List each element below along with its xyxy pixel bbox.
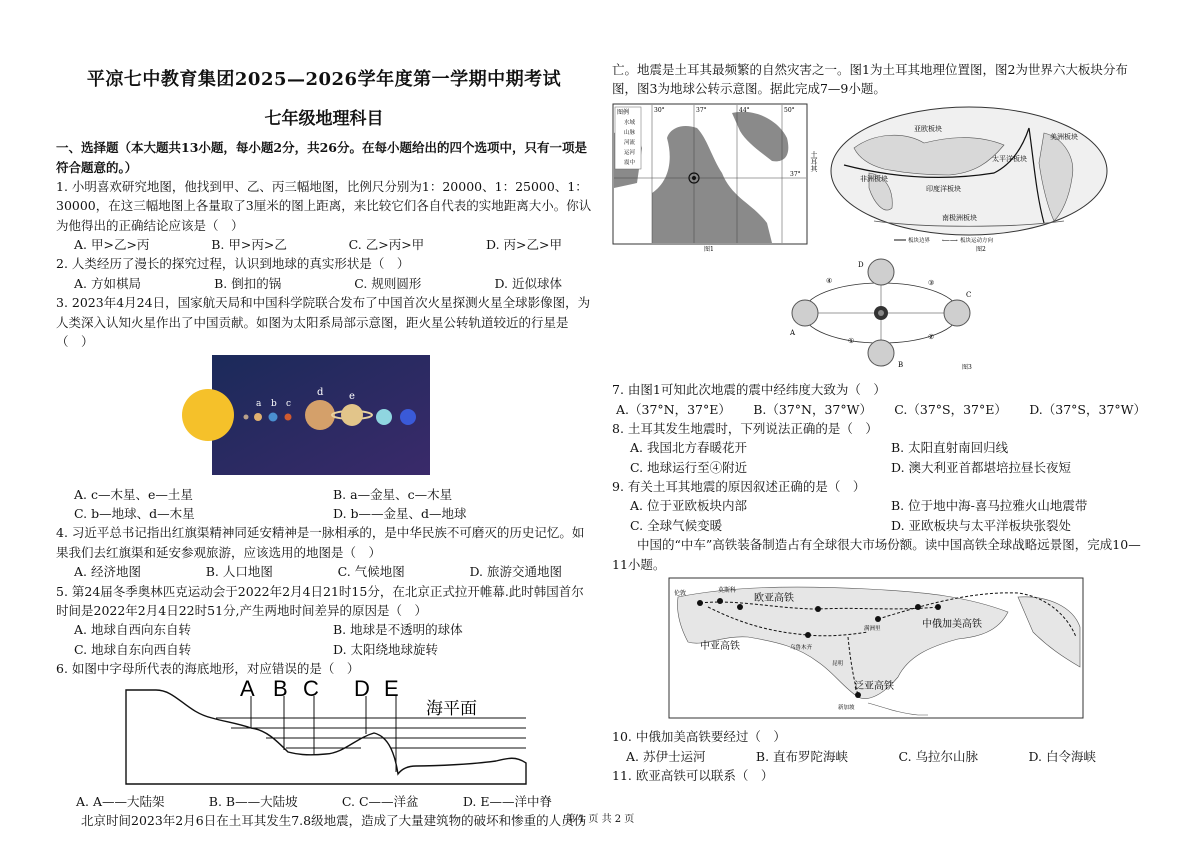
label-b: B <box>898 360 904 369</box>
q10-stem: 10. 中俄加美高铁要经过（ ） <box>612 729 786 745</box>
mercury-icon <box>244 415 249 420</box>
q2-option-d: D. 近似球体 <box>494 275 562 291</box>
legend-mountain: 山脉 <box>624 129 636 136</box>
q3-stem: 3. 2023年4月24日，国家航天局和中国科学院联合发布了中国首次火星探测火星全球影像图，为人类深入认知火星作出了中国贡献。如图为太阳系局部示意图，距火星公转轨道较近的行星是（ ） <box>56 295 591 349</box>
label-london: 伦敦 <box>674 589 687 597</box>
letter-e: E <box>384 676 399 702</box>
q4-option-c: C. 气候地图 <box>337 564 405 580</box>
seafloor-figure <box>56 678 592 791</box>
label-d: D <box>858 260 864 269</box>
plate-antarctic: 南极洲板块 <box>942 214 977 222</box>
q5-option-a: A. 地球自西向东自转 <box>74 622 191 638</box>
planet-d-icon <box>305 400 335 430</box>
q10-option-a: A. 苏伊士运河 <box>626 748 706 764</box>
plate-african: 非洲板块 <box>860 175 888 183</box>
q3-option-c: C. b—地球、d—木星 <box>74 506 195 522</box>
q3-option-d: D. b——金星、d—地球 <box>333 506 467 522</box>
letter-a: A <box>240 676 255 702</box>
q5-stem: 5. 第24届冬季奥林匹克运动会于2022年2月4日21时15分，在北京正式拉开帷幕.此时韩国首尔时间是2022年2月4日22时51分,产生两地时间差异的原因是（ ） <box>56 583 584 618</box>
passage1-continued: 亡。地震是土耳其最频繁的自然灾害之一。图1为土耳其地理位置图，图2为世界六大板块分布图，图3为地球公转示意图。据此完成7—9小题。 <box>612 62 1128 97</box>
plate-pacific: 太平洋板块 <box>992 155 1027 163</box>
sun-core <box>878 310 884 316</box>
label-manzhouli: 满洲里 <box>864 625 881 632</box>
lon-50: 50° <box>784 106 795 114</box>
q6-option-a: A. A——大陆架 <box>76 793 165 809</box>
q11-stem: 11. 欧亚高铁可以联系（ ） <box>612 768 774 783</box>
passage2: 中国的“中车”高铁装备制造占有全球很大市场份额。读中国高铁全球战略远景图，完成10—11小题。 <box>612 537 1141 572</box>
plate-eurasian: 亚欧板块 <box>914 125 942 133</box>
label-2: ② <box>928 332 935 341</box>
legend-title: 图例 <box>617 108 630 116</box>
label-urumqi: 乌鲁木齐 <box>790 644 813 651</box>
q4-option-d: D. 旅游交通地图 <box>469 564 562 580</box>
planet-e-icon <box>341 404 363 426</box>
label-1: ① <box>848 336 855 345</box>
q6-option-b: B. B——大陆坡 <box>208 793 298 809</box>
q10-option-d: D. 白令海峡 <box>1028 748 1096 764</box>
seafloor-diagram <box>116 678 536 786</box>
label-singapore: 新加坡 <box>838 704 855 711</box>
orbit-figure <box>612 255 1152 378</box>
fig1-caption: 图1 <box>704 245 714 253</box>
q10-option-b: B. 直布罗陀海峡 <box>755 748 849 764</box>
planet-b-icon <box>269 413 278 422</box>
earth-a-icon <box>792 300 818 326</box>
q5-option-c: C. 地球自东向西自转 <box>74 641 192 657</box>
q5-options <box>56 620 592 659</box>
q7-option-b: B.（37°N，37°W） <box>753 401 872 417</box>
epicenter-dot <box>692 176 696 180</box>
label-a: A <box>790 328 796 337</box>
legend-canal: 运河 <box>624 149 636 156</box>
label-china-russia-us-rail: 中俄加美高铁 <box>922 618 982 630</box>
solar-system-image <box>212 355 430 475</box>
q9-stem: 9. 有关土耳其地震的原因叙述正确的是（ ） <box>612 479 866 494</box>
fig3-caption: 图3 <box>962 363 972 371</box>
q10-options <box>612 747 1152 766</box>
earth-orbit-diagram <box>786 255 976 373</box>
planet-a-icon <box>254 413 262 421</box>
q9-options <box>612 496 1152 535</box>
turkey-side-label: 土耳其 <box>810 150 818 172</box>
q1-options <box>56 235 592 254</box>
label-central-asia-rail: 中亚高铁 <box>700 640 740 652</box>
legend-direction-arrow: ⟵⟶ <box>942 237 958 244</box>
sun-icon <box>182 389 234 441</box>
q4-option-a: A. 经济地图 <box>74 564 141 580</box>
q5-option-d: D. 太阳绕地球旋转 <box>333 641 439 657</box>
railway-map-figure <box>612 577 1152 724</box>
q3-option-b: B. a—金星、c—木星 <box>333 486 453 502</box>
q2-options <box>56 274 592 293</box>
right-column <box>612 0 1152 785</box>
station-urumqi <box>805 632 811 638</box>
station-5 <box>935 604 941 610</box>
q3-option-a: A. c—木星、e—土星 <box>74 486 193 502</box>
label-4: ④ <box>826 276 833 285</box>
fig-label-a: a <box>256 399 262 410</box>
q2-option-c: C. 规则圆形 <box>354 275 422 291</box>
planet-c-icon <box>285 414 292 421</box>
q1-option-c: C. 乙>丙>甲 <box>348 237 425 253</box>
railway-map <box>668 577 1084 719</box>
q9-option-c: C. 全球气候变暖 <box>630 517 723 533</box>
legend-epicenter: 震中 <box>624 159 636 166</box>
q9-option-b: B. 位于地中海-喜马拉雅火山地震带 <box>891 498 1088 514</box>
q8-option-c: C. 地球运行至④附近 <box>630 459 748 475</box>
label-3: ③ <box>928 278 935 287</box>
legend-direction: 板块运动方向 <box>960 237 994 244</box>
legend-boundary: 板块边界 <box>908 237 931 244</box>
q1-option-d: D. 丙>乙>甲 <box>486 237 562 253</box>
label-pan-asia-rail: 泛亚高铁 <box>854 680 894 692</box>
q8-option-a: A. 我国北方春暖花开 <box>630 440 747 456</box>
q2-option-b: B. 倒扣的锅 <box>214 275 282 291</box>
station-3 <box>815 606 821 612</box>
q4-option-b: B. 人口地图 <box>205 564 273 580</box>
q4-options <box>56 562 592 581</box>
q5-option-b: B. 地球是不透明的球体 <box>333 622 463 638</box>
earth-c-icon <box>944 300 970 326</box>
fig2-caption: 图2 <box>976 245 986 253</box>
q6-stem: 6. 如图中字母所代表的海底地形，对应错误的是（ ） <box>56 661 360 677</box>
plate-indian: 印度洋板块 <box>926 185 961 193</box>
solar-system-figure <box>56 355 592 480</box>
legend-water: 水域 <box>624 119 636 126</box>
sea-level-label: 海平面 <box>426 699 477 720</box>
q2-stem: 2. 人类经历了漫长的探究过程，认识到地球的真实形状是（ ） <box>56 256 410 272</box>
q7-stem: 7. 由图1可知此次地震的震中经纬度大致为（ ） <box>612 382 886 398</box>
plate-american: 美洲板块 <box>1050 133 1078 141</box>
q7-option-d: D.（37°S，37°W） <box>1029 401 1146 417</box>
q6-option-c: C. C——洋盆 <box>341 793 419 809</box>
figures-row <box>612 103 1152 253</box>
label-moscow: 莫斯科 <box>718 586 737 594</box>
q2-option-a: A. 方如棋局 <box>74 275 141 291</box>
q1-stem: 1. 小明喜欢研究地图，他找到甲、乙、丙三幅地图，比例尺分别为1：20000、1：25000、1：30000，在这三幅地图上各量取了3厘米的图上距离，来比较它们各自代表的实地距离大小。你认为他得出的正确结论应该是（ ） <box>56 178 592 233</box>
q7-option-c: C.（37°S，37°E） <box>894 401 1007 417</box>
q8-options <box>612 438 1152 477</box>
station-singapore <box>855 692 861 698</box>
station-london <box>697 600 703 606</box>
page-footer: 第 1 页 共 2 页 <box>565 814 635 825</box>
q9-option-a: A. 位于亚欧板块内部 <box>630 498 747 514</box>
exam-subtitle: 七年级地理科目 <box>264 108 384 129</box>
lon-30: 30° <box>654 106 665 114</box>
lon-44: 44° <box>739 106 750 114</box>
fig-label-c: c <box>286 399 292 410</box>
label-eurasia-rail: 欧亚高铁 <box>754 592 794 604</box>
uranus-icon <box>376 409 392 425</box>
turkey-location-map <box>612 103 808 253</box>
station-moscow <box>717 598 723 604</box>
q7-option-a: A.（37°N，37°E） <box>616 401 731 417</box>
lon-37: 37° <box>696 106 707 114</box>
q7-options <box>612 400 1152 419</box>
q1-option-a: A. 甲>乙>丙 <box>74 237 150 253</box>
station-4 <box>915 604 921 610</box>
neptune-icon <box>400 409 416 425</box>
q6-option-d: D. E——洋中脊 <box>462 793 552 809</box>
label-kunming: 昆明 <box>832 660 844 667</box>
earth-d-icon <box>868 259 894 285</box>
left-column <box>56 0 592 831</box>
exam-title: 平凉七中教育集团2025—2026学年度第一学期中期考试 <box>86 69 562 90</box>
station-manzhouli <box>875 616 881 622</box>
q8-option-d: D. 澳大利亚首都堪培拉昼长夜短 <box>891 459 1072 475</box>
fig-label-e: e <box>349 391 355 403</box>
section-heading: 一、选择题（本大题共13小题，每小题2分，共26分。在每小题给出的四个选项中，只有一项是符合题意的。） <box>56 140 587 175</box>
world-plates-map <box>810 103 1114 253</box>
earth-b-icon <box>868 340 894 366</box>
q9-option-d: D. 亚欧板块与太平洋板块张裂处 <box>891 517 1072 533</box>
letter-b: B <box>273 676 288 702</box>
q10-option-c: C. 乌拉尔山脉 <box>898 748 979 764</box>
fig-label-b: b <box>271 399 277 410</box>
q8-stem: 8. 土耳其发生地震时，下列说法正确的是（ ） <box>612 420 878 436</box>
fig-label-d: d <box>317 387 324 399</box>
letter-c: C <box>303 676 319 702</box>
letter-d: D <box>354 676 370 702</box>
q3-options <box>56 485 592 524</box>
label-c: C <box>966 290 972 299</box>
q1-option-b: B. 甲>丙>乙 <box>211 237 287 253</box>
q4-stem: 4. 习近平总书记指出红旗渠精神同延安精神是一脉相承的，是中华民族不可磨灭的历史记忆。如果我们去红旗渠和延安参观旅游，应该选用的地图是（ ） <box>56 525 585 560</box>
q6-options <box>56 792 592 811</box>
q8-option-b: B. 太阳直射南回归线 <box>891 440 1009 456</box>
lat-37: 37° <box>790 170 801 178</box>
station-2 <box>737 604 743 610</box>
passage1-start: 北京时间2023年2月6日在土耳其发生7.8级地震，造成了大量建筑物的破坏和惨重的人员伤 <box>81 813 587 829</box>
legend-river: 河流 <box>624 139 636 146</box>
